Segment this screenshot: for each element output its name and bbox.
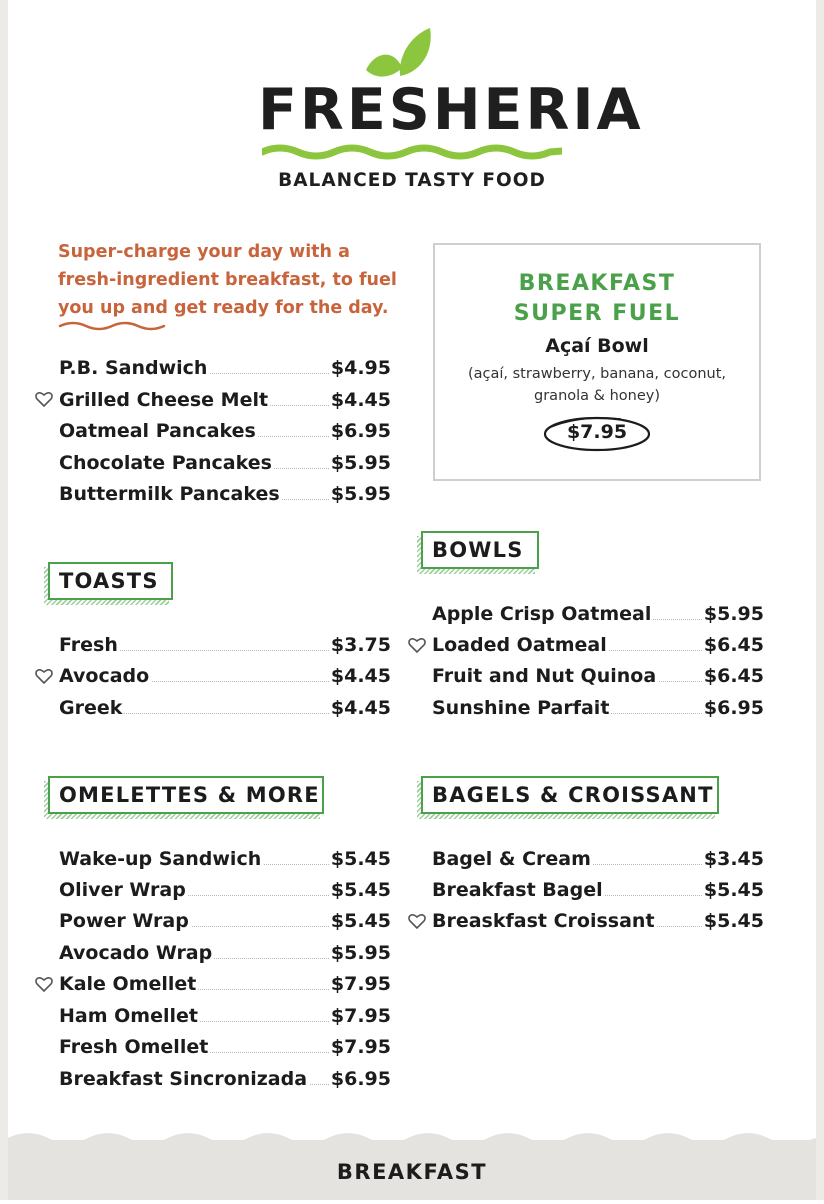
menu-item bbox=[59, 694, 391, 722]
section-title: OMELETTES & MORE bbox=[48, 776, 324, 814]
menu-item-name: Buttermilk Pancakes bbox=[59, 480, 282, 508]
menu-item-name: Fresh Omellet bbox=[59, 1033, 210, 1061]
section-header-bagels bbox=[421, 776, 719, 814]
menu-item bbox=[59, 631, 391, 659]
section-header-bowls bbox=[421, 531, 539, 569]
menu-item bbox=[59, 876, 391, 904]
menu-item bbox=[59, 1033, 391, 1061]
menu-item bbox=[59, 939, 391, 967]
menu-item bbox=[59, 970, 391, 998]
menu-item-price: $5.95 bbox=[702, 600, 764, 628]
section-header-toasts bbox=[48, 562, 173, 600]
menu-item bbox=[59, 662, 391, 690]
menu-item-price: $7.95 bbox=[329, 1002, 391, 1030]
menu-item bbox=[59, 907, 391, 935]
brand-logo bbox=[0, 0, 824, 210]
brand-wave bbox=[262, 142, 562, 166]
menu-item-name: Avocado bbox=[59, 662, 151, 690]
feature-box bbox=[433, 243, 761, 481]
menu-item-price: $3.45 bbox=[702, 845, 764, 873]
menu-item-name: Wake-up Sandwich bbox=[59, 845, 263, 873]
menu-item bbox=[59, 386, 391, 414]
menu-item bbox=[432, 662, 764, 690]
heart-icon bbox=[408, 637, 426, 653]
intro-text: Super-charge your day with a fresh-ingredient breakfast, to fuel you up and get ready for the day. bbox=[58, 242, 397, 318]
menu-item bbox=[432, 876, 764, 904]
menu-item-name: P.B. Sandwich bbox=[59, 354, 209, 382]
menu-item-price: $7.95 bbox=[329, 970, 391, 998]
feature-title-line1: BREAKFAST bbox=[518, 271, 676, 296]
heart-icon bbox=[408, 913, 426, 929]
section-title: TOASTS bbox=[48, 562, 173, 600]
menu-item-price: $5.95 bbox=[329, 939, 391, 967]
menu-item bbox=[432, 694, 764, 722]
feature-title-line2: SUPER FUEL bbox=[513, 301, 681, 326]
menu-item-price: $5.45 bbox=[329, 845, 391, 873]
menu-item-price: $5.95 bbox=[329, 480, 391, 508]
menu-item-price: $5.45 bbox=[702, 907, 764, 935]
menu-item-price: $5.45 bbox=[329, 876, 391, 904]
footer-bar bbox=[8, 1140, 816, 1200]
menu-item-price: $4.95 bbox=[329, 354, 391, 382]
menu-item-price: $5.45 bbox=[329, 907, 391, 935]
menu-item-price: $6.95 bbox=[329, 1065, 391, 1093]
feature-item-name: Açaí Bowl bbox=[545, 335, 649, 357]
menu-item bbox=[432, 600, 764, 628]
menu-item bbox=[59, 480, 391, 508]
brand-name: FRESHERIA bbox=[258, 77, 644, 143]
section-title: BOWLS bbox=[421, 531, 539, 569]
section-header-omelettes bbox=[48, 776, 324, 814]
menu-item bbox=[59, 354, 391, 382]
feature-title bbox=[435, 269, 759, 329]
menu-item bbox=[59, 845, 391, 873]
menu-item-price: $6.95 bbox=[329, 417, 391, 445]
menu-item-name: Oatmeal Pancakes bbox=[59, 417, 258, 445]
menu-item bbox=[59, 1065, 391, 1093]
menu-item-price: $5.95 bbox=[329, 449, 391, 477]
heart-icon bbox=[35, 976, 53, 992]
menu-item-name: Breaskfast Croissant bbox=[432, 907, 657, 935]
section-title: BAGELS & CROISSANT bbox=[421, 776, 719, 814]
menu-item-name: Oliver Wrap bbox=[59, 876, 188, 904]
menu-item-name: Loaded Oatmeal bbox=[432, 631, 609, 659]
menu-item bbox=[59, 417, 391, 445]
menu-item-name: Greek bbox=[59, 694, 124, 722]
menu-item-price: $7.95 bbox=[329, 1033, 391, 1061]
menu-item-name: Apple Crisp Oatmeal bbox=[432, 600, 653, 628]
menu-item bbox=[432, 907, 764, 935]
menu-item bbox=[59, 1002, 391, 1030]
menu-item-price: $5.45 bbox=[702, 876, 764, 904]
menu-item-price: $4.45 bbox=[329, 694, 391, 722]
heart-icon bbox=[35, 668, 53, 684]
feature-price-badge bbox=[547, 415, 647, 453]
menu-item-name: Grilled Cheese Melt bbox=[59, 386, 270, 414]
menu-item bbox=[432, 631, 764, 659]
feature-item-description: (açaí, strawberry, banana, coconut, granola & honey) bbox=[467, 366, 726, 404]
menu-item-price: $6.95 bbox=[702, 694, 764, 722]
menu-item bbox=[432, 845, 764, 873]
menu-item bbox=[59, 449, 391, 477]
menu-item-name: Sunshine Parfait bbox=[432, 694, 611, 722]
menu-item-name: Breakfast Bagel bbox=[432, 876, 605, 904]
menu-item-name: Avocado Wrap bbox=[59, 939, 214, 967]
menu-item-price: $4.45 bbox=[329, 386, 391, 414]
menu-item-name: Ham Omellet bbox=[59, 1002, 200, 1030]
menu-item-price: $4.45 bbox=[329, 662, 391, 690]
menu-item-price: $3.75 bbox=[329, 631, 391, 659]
menu-item-name: Chocolate Pancakes bbox=[59, 449, 274, 477]
feature-item-price: $7.95 bbox=[566, 421, 628, 443]
menu-item-name: Fruit and Nut Quinoa bbox=[432, 662, 658, 690]
brand-tagline: BALANCED TASTY FOOD bbox=[278, 170, 546, 191]
menu-item-price: $6.45 bbox=[702, 631, 764, 659]
menu-item-name: Power Wrap bbox=[59, 907, 191, 935]
heart-icon bbox=[35, 391, 53, 407]
menu-item-name: Bagel & Cream bbox=[432, 845, 593, 873]
menu-item-name: Fresh bbox=[59, 631, 120, 659]
intro-underline bbox=[58, 318, 168, 332]
menu-item-name: Breakfast Sincronizada bbox=[59, 1065, 309, 1093]
menu-item-name: Kale Omellet bbox=[59, 970, 198, 998]
footer-label: BREAKFAST bbox=[336, 1160, 488, 1184]
menu-item-price: $6.45 bbox=[702, 662, 764, 690]
